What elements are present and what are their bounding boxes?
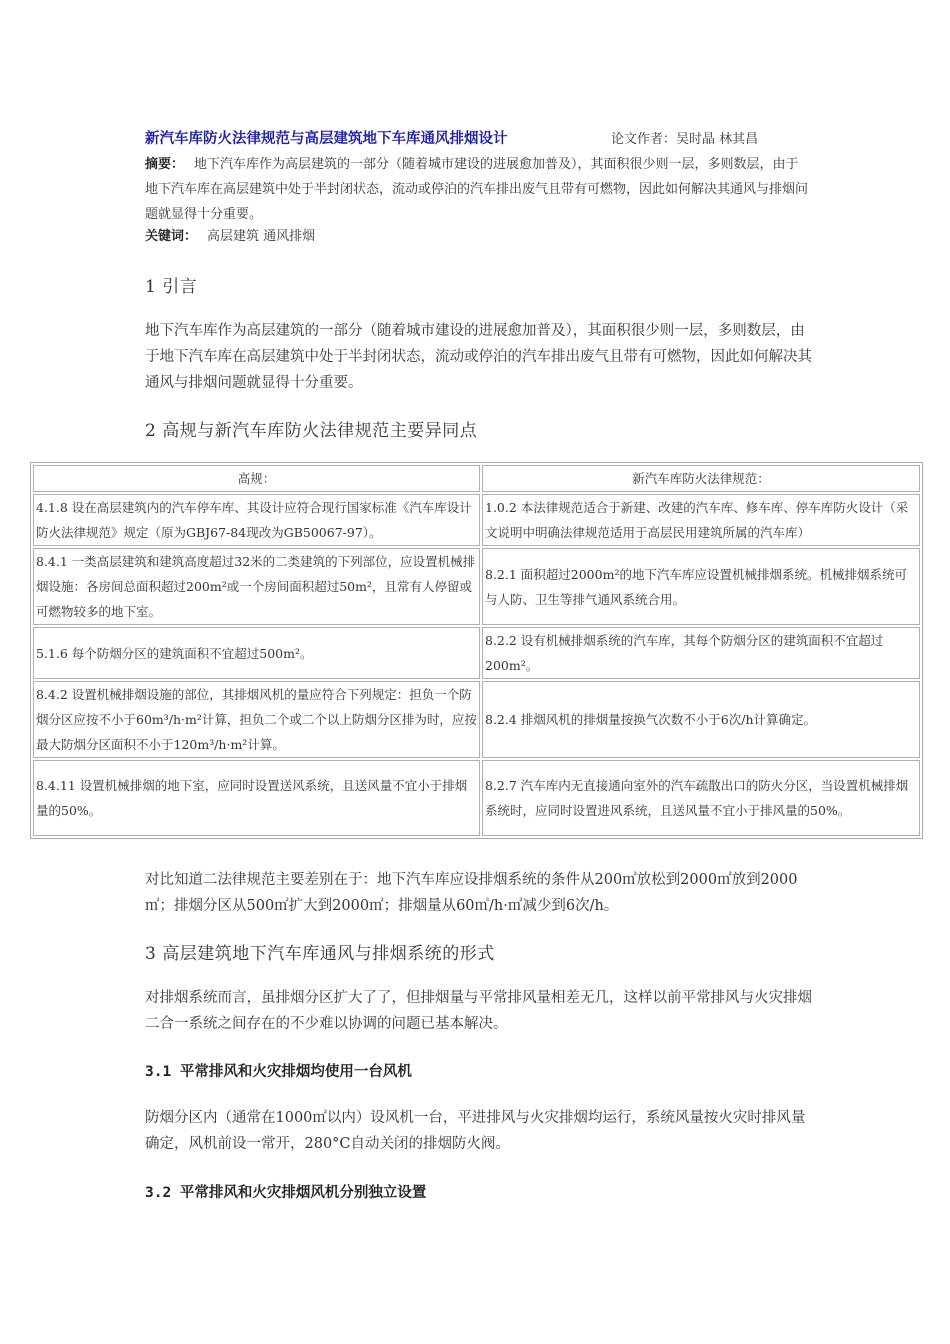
table-cell: 5.1.6 每个防烟分区的建筑面积不宜超过500m²。 — [33, 627, 480, 679]
abstract — [145, 152, 810, 227]
section-1-paragraph: 地下汽车库作为高层建筑的一部分（随着城市建设的进展愈加普及），其面积很少则一层，多则数层，由于地下汽车库在高层建筑中处于半封闭状态，流动或停泊的汽车排出废气且带有可燃物，因此如何解决其通风与排烟问题就显得十分重要。 — [145, 323, 812, 391]
table-cell: 4.1.8 设在高层建筑内的汽车停车库、其设计应符合现行国家标准《汽车库设计防火法律规范》规定（原为GBJ67-84现改为GB50067-97）。 — [33, 494, 480, 546]
table-row — [33, 548, 920, 625]
article-author: 论文作者：吴时晶 林其昌 — [611, 132, 759, 147]
table-cell: 8.2.4 排烟风机的排烟量按换气次数不小于6次/h计算确定。 — [482, 681, 920, 758]
keywords-text: 高层建筑 通风排烟 — [207, 229, 316, 244]
table-cell: 8.4.2 设置机械排烟设施的部位，其排烟风机的量应符合下列规定：担负一个防烟分区应按不小于60m³/h·m²计算，担负二个或二个以上防烟分区排为时，应按最大防烟分区面积不小于120m³/h·m²计算。 — [33, 681, 480, 758]
table-row — [33, 494, 920, 546]
table-row — [33, 760, 920, 836]
subsection-3-1-paragraph: 防烟分区内（通常在1000㎡以内）设风机一台，平进排风与火灾排烟均运行，系统风量按火灾时排风量确定，风机前设一常开，280°C自动关闭的排烟防火阀。 — [145, 1110, 806, 1152]
table-cell: 8.4.11 设置机械排烟的地下室，应同时设置送风系统，且送风量不宜小于排烟量的50%。 — [33, 760, 480, 836]
title-row — [145, 127, 825, 147]
table-cell: 8.2.2 设有机械排烟系统的汽车库，其每个防烟分区的建筑面积不宜超过200m²。 — [482, 627, 920, 679]
keywords-label: 关键词： — [145, 229, 198, 244]
section-1-heading: 1 引言 — [145, 277, 198, 297]
section-2-summary: 对比知道二法律规范主要差别在于：地下汽车库应设排烟系统的条件从200㎡放松到2000㎡放到2000㎡；排烟分区从500㎡扩大到2000㎡；排烟量从60㎥/h·㎡减少到6次/h。 — [145, 872, 798, 914]
table-header-row — [33, 465, 920, 492]
abstract-label: 摘要： — [145, 157, 185, 172]
table-cell: 1.0.2 本法律规范适合于新建、改建的汽车库、修车库、停车库防火设计（采文说明中明确法律规范适用于高层民用建筑所属的汽车库） — [482, 494, 920, 546]
table-row — [33, 627, 920, 679]
section-3-paragraph: 对排烟系统而言，虽排烟分区扩大了了，但排烟量与平常排风量相差无几，这样以前平常排风与火灾排烟二合一系统之间存在的不少难以协调的问题已基本解决。 — [145, 990, 812, 1032]
table-header-cell: 新汽车库防火法律规范： — [482, 465, 920, 492]
comparison-table — [30, 462, 923, 839]
abstract-text: 地下汽车库作为高层建筑的一部分（随着城市建设的进展愈加普及），其面积很少则一层，多则数层，由于地下汽车库在高层建筑中处于半封闭状态，流动或停泊的汽车排出废气且带有可燃物，因此如何解决其通风与排烟问题就显得十分重要。 — [145, 157, 809, 222]
table-header-cell: 高规： — [33, 465, 480, 492]
table-cell: 8.2.7 汽车库内无直接通向室外的汽车疏散出口的防火分区，当设置机械排烟系统时，应同时设置进风系统，且送风量不宜小于排风量的50%。 — [482, 760, 920, 836]
table-row — [33, 681, 920, 758]
subsection-3-2-heading: 3.2 平常排风和火灾排烟风机分别独立设置 — [145, 1185, 427, 1201]
section-3-heading: 3 高层建筑地下汽车库通风与排烟系统的形式 — [145, 944, 495, 964]
subsection-3-1-heading: 3.1 平常排风和火灾排烟均使用一台风机 — [145, 1064, 412, 1080]
table-cell: 8.4.1 一类高层建筑和建筑高度超过32米的二类建筑的下列部位，应设置机械排烟设施：各房间总面积超过200m²或一个房间面积超过50m²，且常有人停留或可燃物较多的地下室。 — [33, 548, 480, 625]
section-2-heading: 2 高规与新汽车库防火法律规范主要异同点 — [145, 421, 478, 441]
article-title[interactable]: 新汽车库防火法律规范与高层建筑地下车库通风排烟设计 — [145, 130, 508, 147]
keywords — [145, 226, 810, 248]
table-cell: 8.2.1 面积超过2000m²的地下汽车库应设置机械排烟系统。机械排烟系统可与人防、卫生等排气通风系统合用。 — [482, 548, 920, 625]
